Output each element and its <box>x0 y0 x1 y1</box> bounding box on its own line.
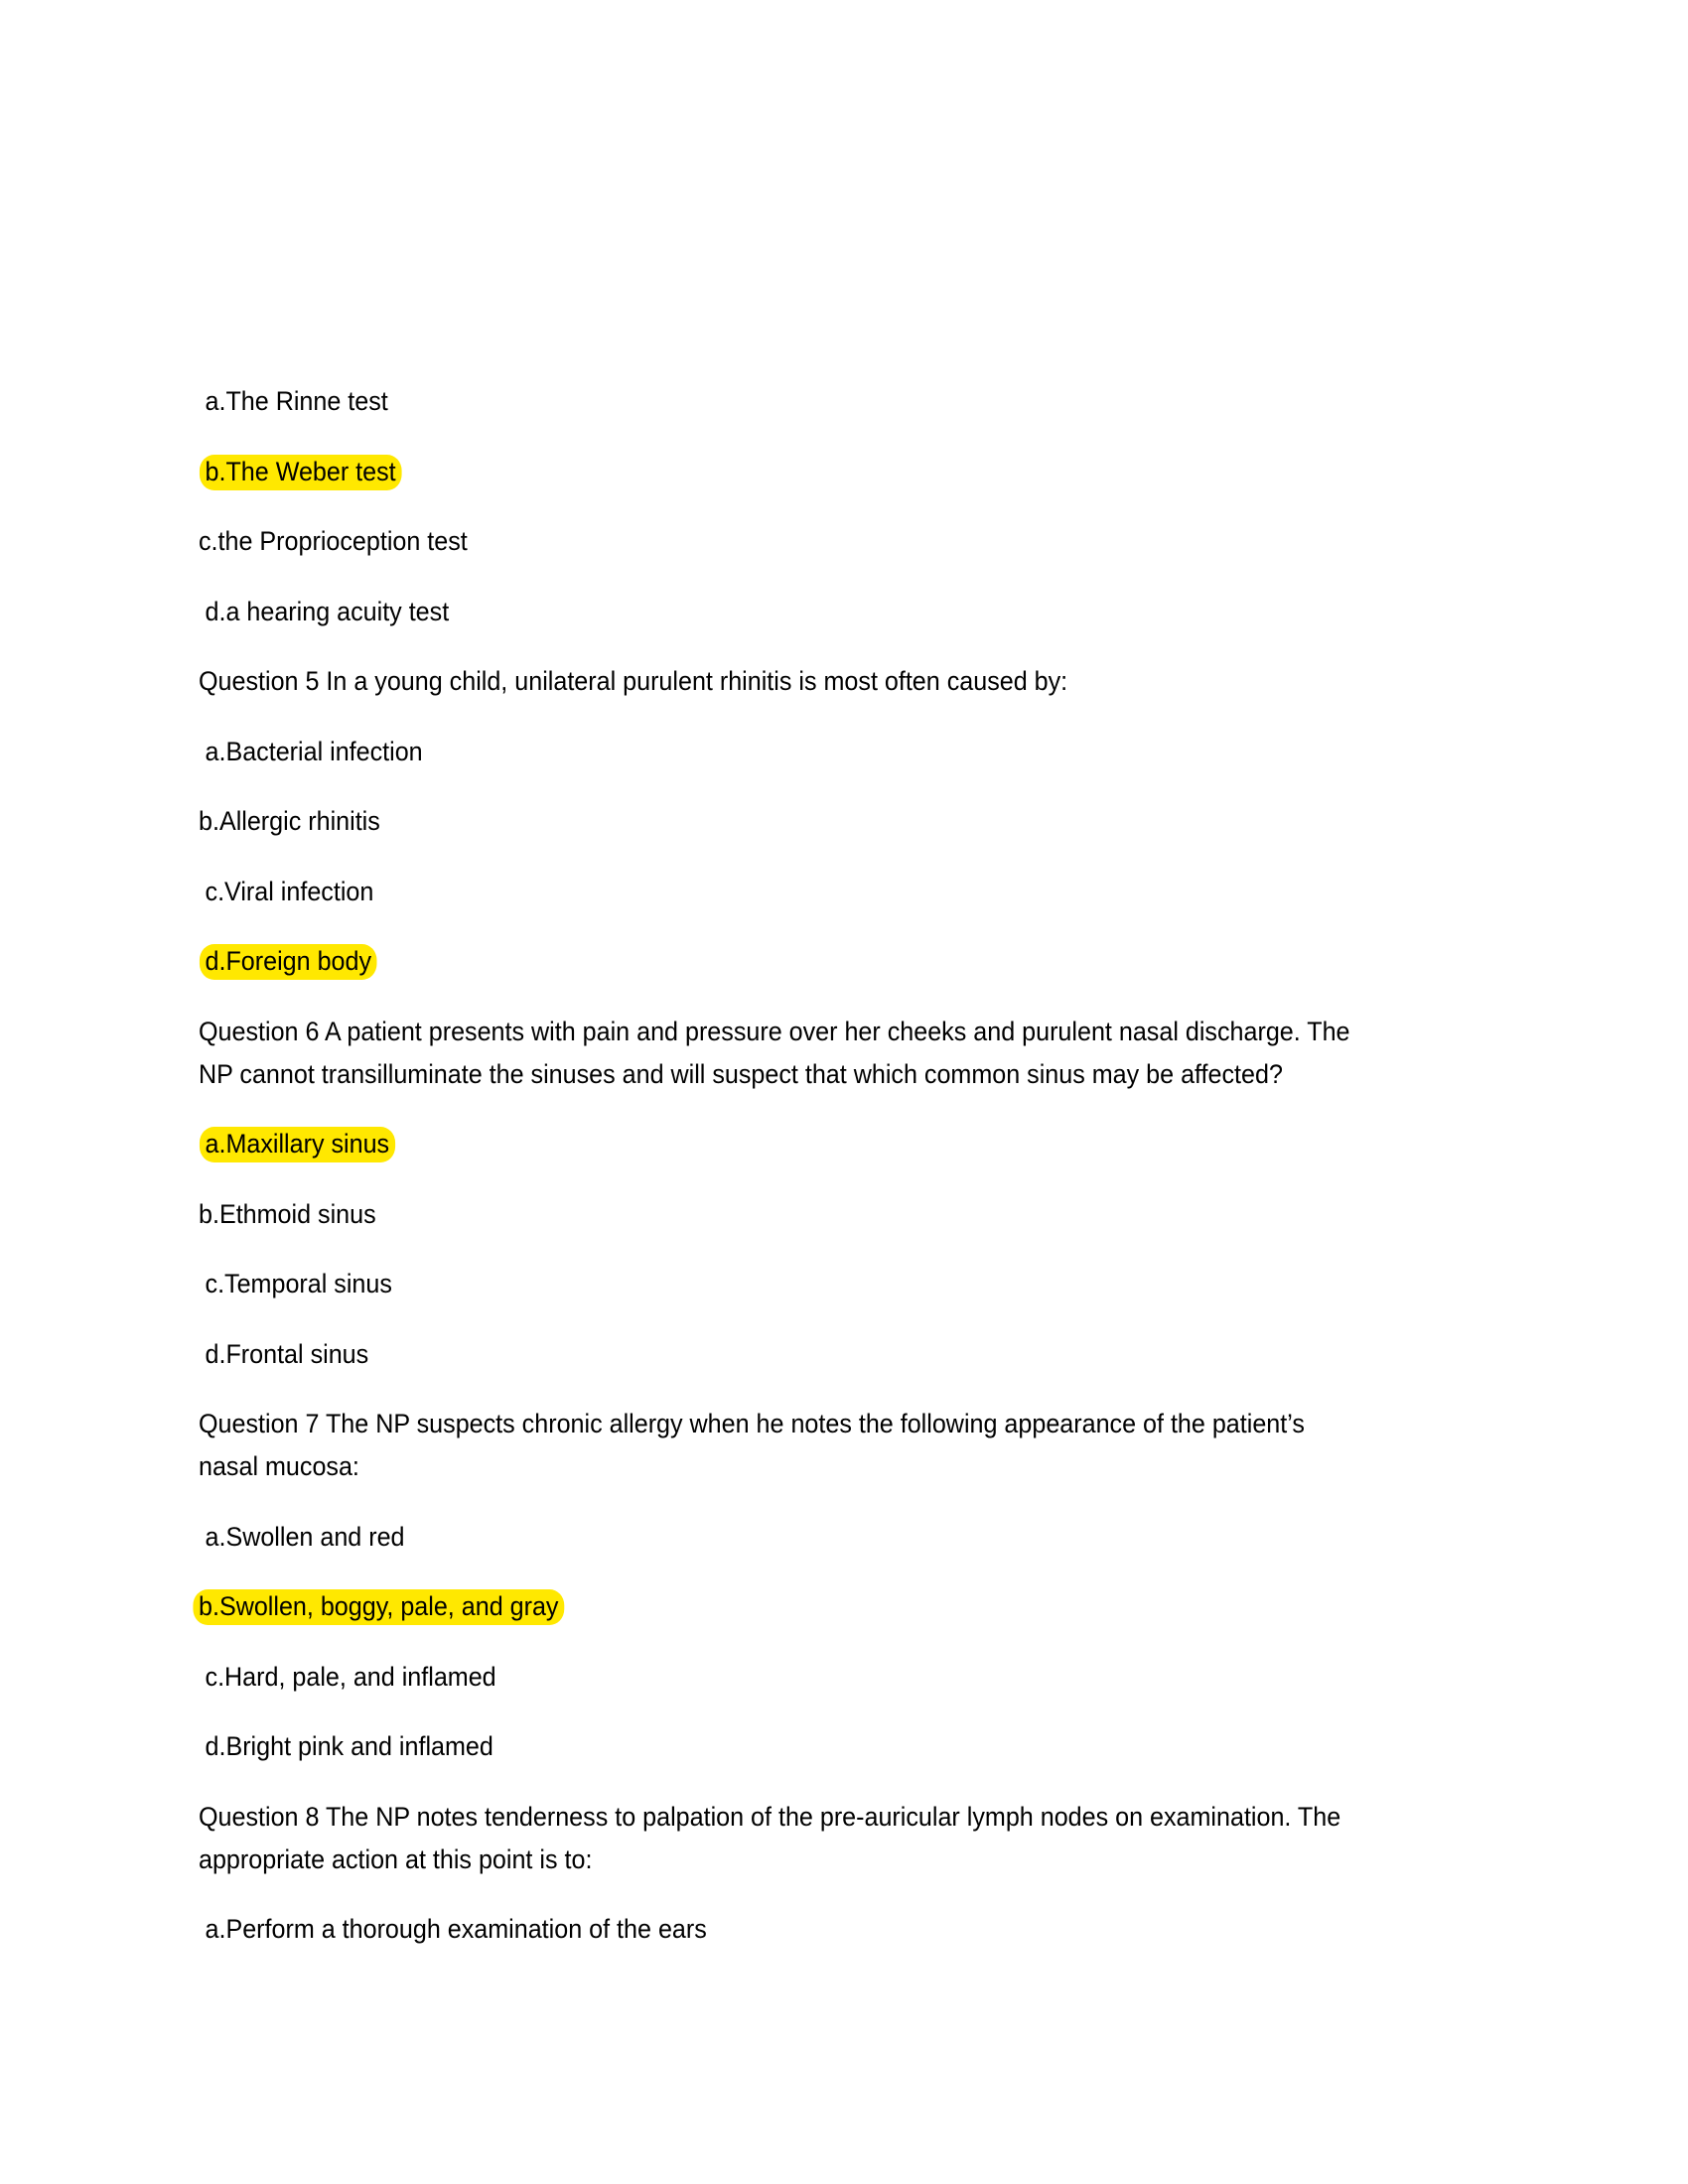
answer-text: a.Bacterial infection <box>205 736 423 766</box>
document-content <box>199 380 1491 1979</box>
question-q7 <box>199 1403 1491 1488</box>
answer-option-q4-c <box>199 520 1491 563</box>
answer-text: c.Viral infection <box>205 876 374 906</box>
highlighted-answer-text: b.Swollen, boggy, pale, and gray <box>193 1589 564 1625</box>
answer-text: d.Bright pink and inflamed <box>205 1731 493 1761</box>
highlighted-answer-text: d.Foreign body <box>200 944 377 980</box>
highlighted-answer-text: b.The Weber test <box>200 455 401 490</box>
answer-option-q7-a <box>199 1516 1491 1559</box>
answer-option-q7-b <box>199 1585 1491 1628</box>
question-q5 <box>199 660 1491 703</box>
answer-text: d.a hearing acuity test <box>205 596 450 626</box>
question-text-line: NP cannot transilluminate the sinuses and will suspect that which common sinus may be affected? <box>199 1058 1283 1089</box>
answer-option-q6-b <box>199 1193 1491 1236</box>
answer-text: a.Perform a thorough examination of the ears <box>205 1914 707 1944</box>
answer-option-q6-a <box>199 1123 1491 1165</box>
answer-text: d.Frontal sinus <box>205 1338 369 1369</box>
answer-text: c.Hard, pale, and inflamed <box>205 1661 496 1692</box>
question-text-line: Question 5 In a young child, unilateral purulent rhinitis is most often caused by: <box>199 666 1068 696</box>
answer-text: c.Temporal sinus <box>205 1269 392 1298</box>
answer-option-q5-a <box>199 731 1491 773</box>
answer-option-q5-d <box>199 940 1491 983</box>
highlighted-answer-text: a.Maxillary sinus <box>200 1127 395 1162</box>
question-q8 <box>199 1796 1491 1881</box>
answer-option-q5-c <box>199 871 1491 913</box>
question-text-line: Question 8 The NP notes tenderness to palpation of the pre-auricular lymph nodes on examination. The <box>199 1801 1341 1832</box>
answer-text: b.Allergic rhinitis <box>199 806 380 836</box>
answer-option-q4-b <box>199 451 1491 493</box>
answer-text: c.the Proprioception test <box>199 526 468 556</box>
answer-option-q4-d <box>199 591 1491 633</box>
answer-text: a.Swollen and red <box>205 1521 405 1552</box>
answer-option-q6-c <box>199 1263 1491 1305</box>
answer-option-q7-d <box>199 1725 1491 1768</box>
answer-option-q4-a <box>199 380 1491 423</box>
answer-option-q6-d <box>199 1333 1491 1376</box>
answer-option-q5-b <box>199 800 1491 843</box>
answer-text: b.Ethmoid sinus <box>199 1198 376 1229</box>
answer-text: a.The Rinne test <box>205 386 388 416</box>
answer-option-q8-a <box>199 1908 1491 1951</box>
question-text-line: appropriate action at this point is to: <box>199 1843 593 1874</box>
question-text-line: nasal mucosa: <box>199 1451 359 1481</box>
question-q6 <box>199 1011 1491 1096</box>
question-text-line: Question 7 The NP suspects chronic allergy when he notes the following appearance of the patient’s <box>199 1409 1305 1438</box>
answer-option-q7-c <box>199 1656 1491 1699</box>
question-text-line: Question 6 A patient presents with pain and pressure over her cheeks and purulent nasal discharge. The <box>199 1016 1350 1046</box>
